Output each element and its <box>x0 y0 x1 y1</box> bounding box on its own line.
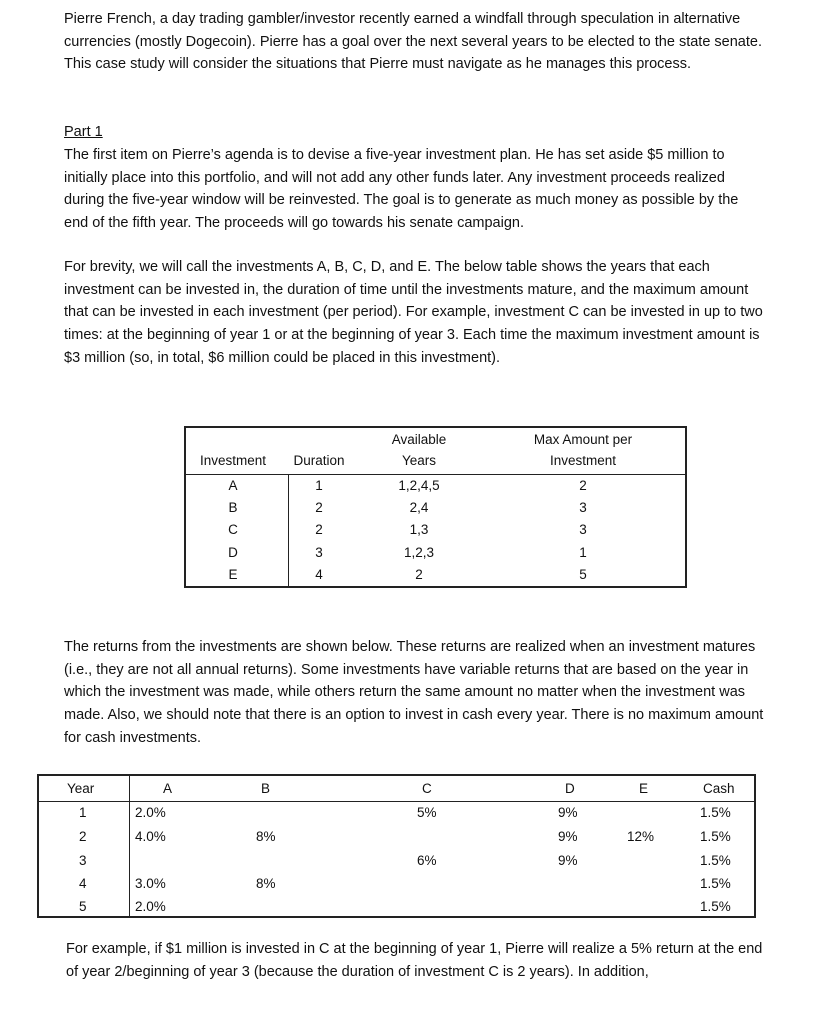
intro-paragraph: Pierre French, a day trading gambler/investor recently earned a windfall through speculation in alternative currencies (mostly Dogecoin). Pierre has a goal over the next several years to be elected to the state senate. This case study will consider the situations that Pierre must navigate as he manages this process. <box>64 11 762 73</box>
table-cell: 1 <box>315 478 323 493</box>
header-available: Available <box>391 432 447 447</box>
header-years: Years <box>401 453 437 468</box>
table-cell: 1,2,4,5 <box>398 478 440 493</box>
header-a: A <box>163 781 173 796</box>
table-cell: 4 <box>79 876 87 891</box>
returns-table-header <box>39 776 754 802</box>
table-cell: 2.0% <box>135 805 166 820</box>
table-cell: 1.5% <box>700 805 731 820</box>
table-cell: 9% <box>558 805 578 820</box>
table-cell: 1.5% <box>700 899 731 914</box>
header-max-amount: Max Amount per <box>533 432 633 447</box>
table-cell: A <box>228 478 238 493</box>
table-cell: 1,3 <box>409 522 429 537</box>
table-cell: E <box>228 567 238 582</box>
header-investment: Investment <box>199 453 267 468</box>
returns-table <box>37 774 756 918</box>
table-cell: 1,2,3 <box>403 545 435 560</box>
header-duration: Duration <box>293 453 345 468</box>
header-e: E <box>639 781 649 796</box>
table-cell: 2 <box>315 522 323 537</box>
table-cell: 12% <box>627 829 655 844</box>
table-cell: 1 <box>79 805 87 820</box>
table-cell: 5 <box>79 899 87 914</box>
table-cell: 2 <box>415 567 423 582</box>
table-cell: 1.5% <box>700 876 731 891</box>
table-cell: C <box>228 522 238 537</box>
year-column-divider <box>129 776 130 916</box>
table-cell: 3.0% <box>135 876 166 891</box>
table-cell: 5% <box>417 805 437 820</box>
table-cell: 9% <box>558 853 578 868</box>
table-cell: D <box>228 545 238 560</box>
investments-table-header <box>186 428 685 475</box>
table-cell: 3 <box>579 500 587 515</box>
header-b: B <box>261 781 271 796</box>
part1-paragraph-2: For brevity, we will call the investments A, B, C, D, and E. The below table shows the years that each investment can be invested in, the duration of time until the investments mature, and the maximum amount that can be invested in each investment (per period). For example, investment C can be invested in up to two times: at the beginning of year 1 or at the beginning of year 3. Each time the maximum investment amount is $3 million (so, in total, $6 million could be placed in this investment). <box>64 259 763 366</box>
table-cell: 2,4 <box>409 500 429 515</box>
table-cell: 2 <box>579 478 587 493</box>
table-cell: 8% <box>256 876 276 891</box>
table-cell: 2 <box>79 829 87 844</box>
table-cell: 3 <box>315 545 323 560</box>
investments-table <box>184 426 687 588</box>
table-cell: 4 <box>315 567 323 582</box>
table-cell: 8% <box>256 829 276 844</box>
part1-paragraph-4: For example, if $1 million is invested in C at the beginning of year 1, Pierre will realize a 5% return at the end of year 2/beginning of year 3 (because the duration of investment C is 2 years). In addition, <box>66 941 763 980</box>
table-cell: B <box>228 500 238 515</box>
table-cell: 4.0% <box>135 829 166 844</box>
table-cell: 6% <box>417 853 437 868</box>
table-cell: 1.5% <box>700 829 731 844</box>
part1-paragraph-1: The first item on Pierre’s agenda is to devise a five-year investment plan. He has set aside $5 million to initially place into this portfolio, and will not add any other funds later. Any investment proceeds realized during the five-year window will be reinvested. The goal is to generate as much money as possible by the end of the fifth year. The proceeds will go towards his senate campaign. <box>64 147 739 232</box>
table-cell: 5 <box>579 567 587 582</box>
part1-paragraph-3: The returns from the investments are shown below. These returns are realized when an investment matures (i.e., they are not all annual returns). Some investments have variable returns that are based on the year in which the investment was made, while others return the same amount no matter when the investment was made. Also, we should note that there is an option to invest in cash every year. There is no maximum amount for cash investments. <box>64 639 764 746</box>
table-cell: 1.5% <box>700 853 731 868</box>
header-c: C <box>422 781 432 796</box>
header-year: Year <box>67 781 95 796</box>
part1-heading: Part 1 <box>64 124 103 140</box>
table-cell: 9% <box>558 829 578 844</box>
table-cell: 1 <box>579 545 587 560</box>
header-cash: Cash <box>703 781 735 796</box>
header-per-investment: Investment <box>549 453 617 468</box>
header-d: D <box>565 781 575 796</box>
table-cell: 3 <box>579 522 587 537</box>
table-cell: 3 <box>79 853 87 868</box>
table-cell: 2 <box>315 500 323 515</box>
table-cell: 2.0% <box>135 899 166 914</box>
